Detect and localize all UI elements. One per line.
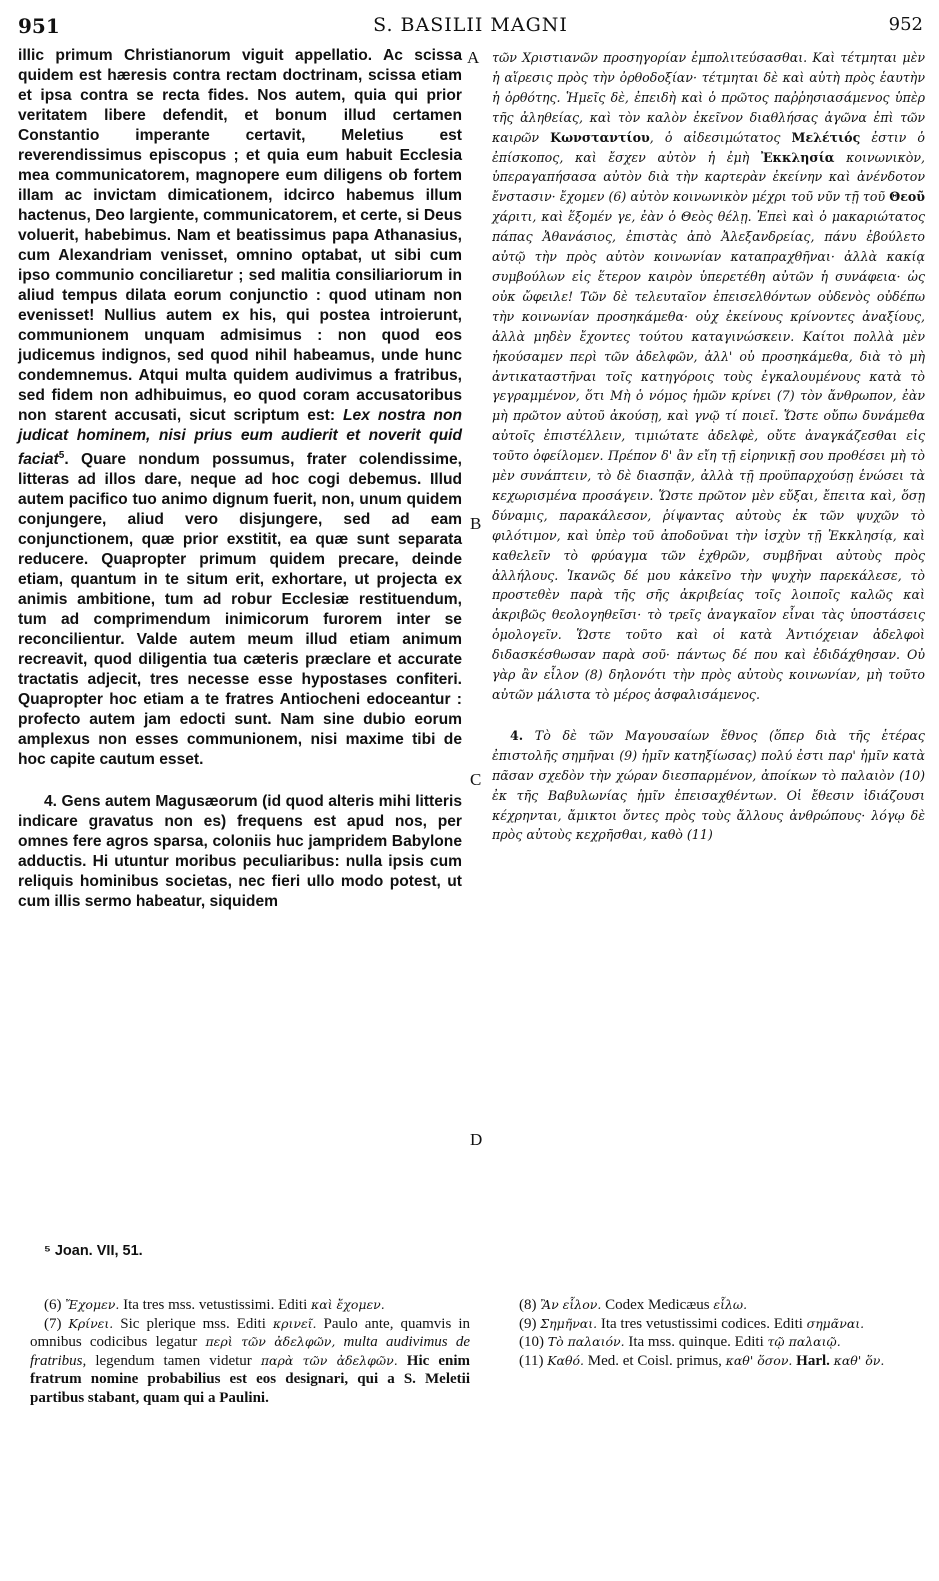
- column-marker-b: B: [470, 514, 482, 533]
- footnote-8: (8) Ἂν εἷλον. Codex Medicæus εἷλω.: [519, 1297, 748, 1313]
- latin-paragraph-4: 4. Gens autem Magusæorum (id quod alteris mihi litteris indicare gravatus non es) frequens est apud nos, per omnes fere agros sparsa, coloniis huc jampridem Babylone adductis. Hi utuntur moribus peculiaribus: nulla ipsis cum reliquis hominibus societas, nec fieri ullo modo potest, ut cum illis sermo habeatur, siquidem: [18, 793, 462, 911]
- column-marker-a: A: [467, 48, 480, 67]
- page-header: [18, 14, 923, 42]
- footnote-10: (10) Τὸ παλαιόν. Ita mss. quinque. Editi τῷ παλαιῷ.: [519, 1334, 841, 1350]
- greek-paragraph-1: τῶν Χριστιανῶν προσηγορίαν ἐμπολιτεύσασθαι. Καὶ τέτμηται μὲν ἡ αἵρεσις πρὸς τὴν ὀρθοδοξίαν· τέτμηται δὲ καὶ αὐτὴ πρὸς ἑαυτὴν ἡ ὀρθότης. Ἡμεῖς δὲ, ἐπειδὴ καὶ ὁ πρῶτος παῤῥησιασάμενος ὑπὲρ τῆς ἀληθείας, καὶ τὸν καλὸν ἐκεῖνον διαθλήσας ἀγῶνα ἐπὶ τῶν καιρῶν Κωνσταντίου, ὁ αἰδεσιμώτατος Μελέτιός ἐστιν ὁ ἐπίσκοπος, καὶ ἔσχεν αὐτὸν ἡ ἐμὴ Ἐκκλησία κοινωνικὸν, ὑπεραγαπήσασα αὐτὸν διὰ τὴν καρτερὰν ἐκείνην καὶ ἀνένδοτον ἔνστασιν· ἔχομεν (6) αὐτὸν κοινωνικὸν μέχρι τοῦ νῦν τῇ τοῦ Θεοῦ χάριτι, καὶ ἕξομέν γε, ἐὰν ὁ Θεὸς θέλῃ. Ἐπεὶ καὶ ὁ μακαριώτατος πάπας Ἀθανάσιος, ἐπιστὰς ἀπὸ Ἀλεξανδρείας, πάνυ ἐβούλετο αὐτῷ τὴν πρὸς αὐτὸν κοινωνίαν καταπραχθῆναι· ἀλλὰ κακίᾳ συμβούλων εἰς ἕτερον καιρὸν ὑπερετέθη αὐτῶν ἡ συνάφεια· ὡς οὐκ ὤφειλε! Τῶν δὲ τελευταῖον ἐπεισελθόντων οὐδενὸς οὐδέπω τὴν κοινωνίαν προσηκάμεθα· οὐχ ἐκείνους κρίνοντες ἀναξίους, ἀλλὰ μηδὲν ἔχοντες τούτου καταγινώσκειν. Καίτοι πολλὰ μὲν ἠκούσαμεν περὶ τῶν ἀδελφῶν, ἀλλ' οὐ προσηκάμεθα, διὰ τὸ μὴ ἀντικαταστῆναι τοῖς κατηγόροις τοὺς ἐγκαλουμένους κατὰ τὸ γεγραμμένον, ὅτι Μὴ ὁ νόμος ἡμῶν κρίνει (7) τὸν ἄνθρωπον, ἐὰν μὴ πρῶτον αὐτοῦ ἀκούσῃ, καὶ γνῷ τί ποιεῖ. Ὥστε οὔπω δυνάμεθα αὐτοῖς ἐπιστέλλειν, τιμιώτατε ἀδελφὲ, οὔτε ἀναγκάζεσθαι εἰς τοῦτο ὀφείλομεν. Πρέπον δ' ἂν εἴη τῇ εἰρηνικῇ σου προθέσει μὴ τὸ μὲν συνάπτειν, τὸ δὲ διασπᾷν, ἀλλὰ τῇ προϋπαρχούσῃ ἑνώσει τὰ κεχωρισμένα προσάγειν. Ὥστε πρῶτον μὲν εὔξαι, ἔπειτα καὶ, ὅσῃ δύναμις, παρακάλεσον, ῥίψαντας αὐτοὺς ἐκ τῶν ψυχῶν τὸ φιλότιμον, καὶ ὑπὲρ τοῦ ἀποδοῦναι τὴν ἰσχὺν τῇ Ἐκκλησίᾳ, καὶ καθελεῖν τὸ φρύαγμα τῶν ἐχθρῶν, συμβῆναι αὐτοὺς πρὸς ἀλλήλους. Ἱκανῶς δέ μου κἀκεῖνο τὴν ψυχὴν παρεκάλεσε, τὸ προστεθὲν παρὰ τῆς σῆς ἀκριβείας τοῖς λοιποῖς καλῶς καὶ ἀκριβῶς θεολογηθεῖσι· τὸ τρεῖς ἀναγκαῖον εἶναι τὰς ὑποστάσεις ὁμολογεῖν. Ὥστε τοῦτο καὶ οἱ κατὰ Ἀντιόχειαν ἀδελφοὶ διδασκέσθωσαν παρὰ σοῦ· πάντως δέ που καὶ ἐδιδάχθησαν. Οὐ γὰρ ἂν εἷλον (8) δηλονότι τὴν πρὸς αὐτοὺς κοινωνίαν, μὴ τοῦτο αὐτῶν μάλιστα τὸ μέρος ἀσφαλισάμενος.: [492, 50, 925, 702]
- footnote-11: (11) Καθό. Med. et Coisl. primus, καθ' ὅσον. Harl. καθ' ὅν.: [519, 1352, 885, 1369]
- column-marker-c: C: [470, 770, 482, 789]
- page-number-left: 951: [18, 14, 60, 38]
- footnote-9: (9) Σημῆναι. Ita tres vetustissimi codices. Editi σημᾶναι.: [519, 1315, 865, 1332]
- scripture-footnote: ⁵ Joan. VII, 51.: [44, 1243, 143, 1259]
- greek-paragraph-4: 4. Τὸ δὲ τῶν Μαγουσαίων ἔθνος (ὅπερ διὰ τῆς ἑτέρας ἐπιστολῆς σημῆναι (9) ἡμῖν κατηξίωσας) πολύ ἐστι παρ' ἡμῖν κατὰ πᾶσαν σχεδὸν τὴν χώραν διεσπαρμένον, ἀποίκων τὸ παλαιὸν (10) ἐκ τῆς Βαβυλωνίας ἡμῖν ἐπεισαχθέντων. Οἱ ἔθεσιν ἰδιάζουσι κέχρηνται, ἄμικτοι ὄντες πρὸς τοὺς ἄλλους ἀνθρώπους· λόγῳ δὲ πρὸς αὐτοὺς κεχρῆσθαι, καθὸ (11): [492, 727, 925, 843]
- latin-column: [18, 46, 462, 912]
- column-marker-d: D: [470, 1130, 483, 1149]
- footnotes-left: [30, 1296, 470, 1407]
- footnotes-right: [505, 1296, 925, 1370]
- footnote-6: (6) Ἔχομεν. Ita tres mss. vetustissimi. Editi καὶ ἔχομεν.: [44, 1297, 385, 1313]
- running-title: S. BASILII MAGNI: [373, 14, 568, 36]
- latin-paragraph-1: illic primum Christianorum viguit appellatio. Ac scissa quidem est hæresis contra rectam doctrinam, scissa etiam et ipsa contra se recta fides. Nos autem, quia qui prior veritatem libere defendit, et bonum illud certamen Constantio imperante certavit, Meletius est reverendissimus episcopus ; et quia eum habuit Ecclesia mea communicatorem, magnopere eum diligens ob fortem illam ac invictam dimicationem, idcirco habemus illum hactenus, Deo largiente, communicatorem, et certe, si Deus voluerit, habebimus. Nam et beatissimus papa Athanasius, cum Alexandriam venisset, omnino optabat, ut sibi cum ipso communio conciliaretur ; sed malitia consiliariorum in aliud tempus dilata eorum conjunctio : quod utinam non evenisset! Nullius autem ex his, qui postea introierunt, communionem unquam admisimus : non quod eos judicemus indignos, sed quod nihil habeamus, unde hunc condemnemus. Atqui multa quidem audivimus a fratribus, sed fidem non adhibuimus, eo quod coram accusatoribus non starent accusati, sicut scriptum est: Lex nostra non judicat hominem, nisi prius eum audierit et noverit quid faciat$^5$. Quare nondum possumus, frater colendissime, litteras ad illos dare, neque ad hoc cogi debemus. Illud autem pacifico tuo animo dignum fuerit, non, unum quidem conjungere, aliud vero disjungere, sed ad eam conjunctionem, quæ prior exstitit, ea quæ sunt separata reducere. Quapropter primum quidem precare, deinde etiam, quantum in te situm erit, exhortare, ut projecta ex animis ambitione, tum ad robur Ecclesiæ restituendum, tum ad comprimendum inimicorum furorem inter se reconcilientur. Valde autem meum illud etiam animum recreavit, quod diligentia tua cæteris præclare et accurate tractatis adjecit, tres necesse esse hypostases confiteri. Quapropter hoc etiam a te fratres Antiocheni edoceantur : profecto autem jam edocti sunt. Nam sine dubio eorum amplexus non esses communionem, nisi maxime tibi de hoc capite cautum esset.: [18, 47, 462, 769]
- greek-column: [492, 48, 925, 845]
- footnote-7: (7) Κρίνει. Sic plerique mss. Editi κρινεῖ. Paulo ante, quamvis in omnibus codicibus legatur περὶ τῶν ἀδελφῶν, multa audivimus de fratribus, legendum tamen videtur παρὰ τῶν ἀδελφῶν. Hic enim fratrum nomine probabilius est eos designari, qui a S. Meletii partibus stabant, quam qui a Paulini.: [30, 1315, 470, 1406]
- page-number-right: 952: [888, 14, 923, 35]
